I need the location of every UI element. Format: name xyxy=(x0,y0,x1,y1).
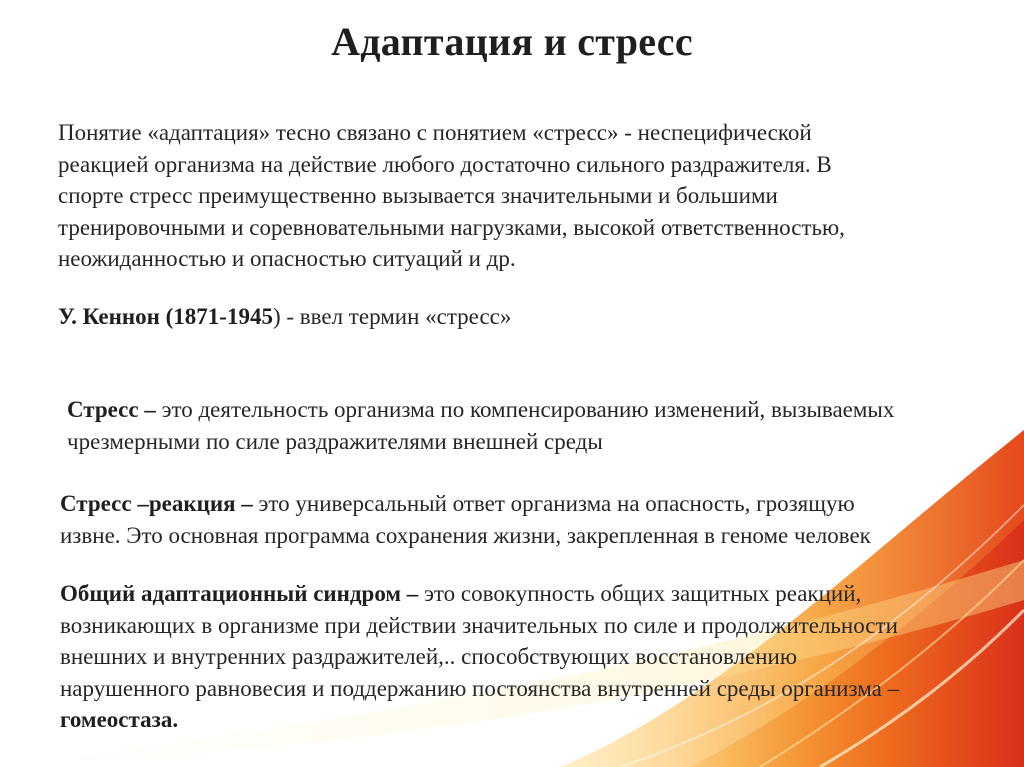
gas-end-term: гомеостаза. xyxy=(60,707,179,732)
gas-line-4: нарушенного равновесия и поддержанию постоянства внутренней среды организма – xyxy=(60,675,900,701)
stress-term: Стресс – xyxy=(67,397,162,422)
stress-reaction-line-1: это универсальный ответ организма на опасность, грозящую xyxy=(258,491,855,516)
stress-line-1: это деятельность организма по компенсированию изменений, вызываемых xyxy=(161,397,895,422)
intro-paragraph xyxy=(58,117,978,275)
gas-term: Общий адаптационный синдром – xyxy=(60,581,425,606)
stress-line-2: чрезмерными по силе раздражителями внешней среды xyxy=(67,428,603,454)
intro-line-4: тренировочными и соревновательными нагрузками, высокой ответственностью, xyxy=(58,214,845,240)
gas-line-3: внешних и внутренних раздражителей,.. способствующих восстановлению xyxy=(60,644,798,669)
gas-line-2: возникающих в организме при действии значительных по силе и продолжительности xyxy=(60,612,898,638)
stress-reaction-line-2: извне. Это основная программа сохранения жизни, закрепленная в геноме человек xyxy=(60,522,871,548)
cannon-name: У. Кеннон (1871-1945 xyxy=(58,304,273,329)
stress-definition xyxy=(67,394,997,457)
stress-reaction-term: Стресс –реакция – xyxy=(60,491,259,516)
intro-line-5: неожиданностью и опасностью ситуаций и др. xyxy=(58,246,516,271)
intro-line-2: реакцией организма на действие любого достаточно сильного раздражителя. В xyxy=(58,151,832,177)
intro-line-1: Понятие «адаптация» тесно связано с понятием «стресс» - неспецифической xyxy=(58,120,812,145)
cannon-paragraph xyxy=(58,301,978,333)
slide-title: Адаптация и стресс xyxy=(331,19,693,64)
intro-line-3: спорте стресс преимущественно вызывается значительными и большими xyxy=(58,183,778,208)
gas-line-1: это совокупность общих защитных реакций, xyxy=(424,581,862,606)
stress-reaction-definition xyxy=(60,488,980,551)
cannon-rest: ) - ввел термин «стресс» xyxy=(272,304,512,329)
gas-definition xyxy=(60,578,1005,736)
